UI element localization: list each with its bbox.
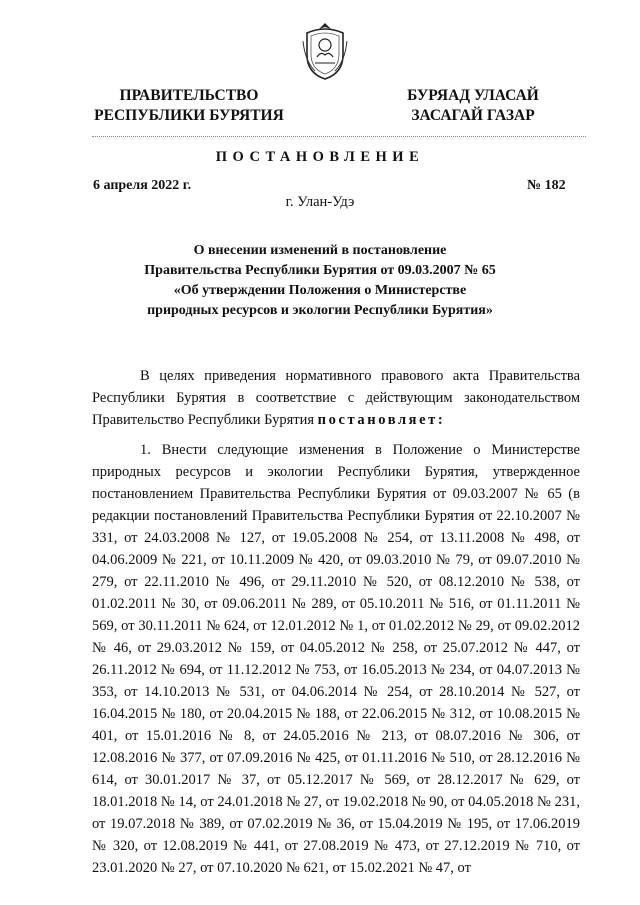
document-subject [100, 241, 540, 321]
issuer-line-2: РЕСПУБЛИКИ БУРЯТИЯ [94, 107, 284, 124]
header-divider [92, 136, 586, 137]
issuer-name-russian [84, 86, 294, 126]
preamble-line: Республики Бурятия в соответствие с действующим законодательством [92, 390, 580, 406]
subject-line: Правительства Республики Бурятия от 09.03.2007 № 65 [144, 263, 496, 278]
preamble-line [92, 409, 580, 431]
document-type-title: ПОСТАНОВЛЕНИЕ [215, 149, 425, 165]
item-1-paragraph: 1. Внести следующие изменения в Положение о Министерстве природных ресурсов и экологии Республики Бурятия, утвержденное постановлением Правительства Республики Бурятия от 09.03.2007 № 65 (в редакции постановлений Правительства Республики Бурятия от 22.10.2007 № 331, от 24.03.2008 № 127, от 19.05.2008 № 254, от 13.11.2008 № 498, от 04.06.2009 № 221, от 10.11.2009 № 420, от 09.03.2010 № 79, от 09.07.2010 № 279, от 22.11.2010 № 496, от 29.11.2010 № 520, от 08.12.2010 № 538, от 01.02.2011 № 30, от 09.06.2011 № 289, от 05.10.2011 № 516, от 01.11.2011 № 569, от 30.11.2011 № 624, от 12.01.2012 № 1, от 01.02.2012 № 29, от 09.02.2012 № 46, от 29.03.2012 № 159, от 04.05.2012 № 258, от 25.07.2012 № 447, от 26.11.2012 № 694, от 11.12.2012 № 753, от 16.05.2013 № 234, от 04.07.2013 № 353, от 14.10.2013 № 531, от 04.06.2014 № 254, от 28.10.2014 № 527, от 16.04.2015 № 180, от 20.04.2015 № 188, от 22.06.2015 № 312, от 10.08.2015 № 401, от 15.01.2016 № 8, от 24.05.2016 № 213, от 08.07.2016 № 306, от 12.08.2016 № 377, от 07.09.2016 № 425, от 01.11.2016 № 510, от 28.12.2016 № 614, от 30.01.2017 № 37, от 05.12.2017 № 569, от 28.12.2017 № 629, от 18.01.2018 № 14, от 24.01.2018 № 27, от 19.02.2018 № 90, от 04.05.2018 № 231, от 19.07.2018 № 389, от 07.02.2019 № 36, от 15.04.2019 № 195, от 17.06.2019 № 320, от 12.08.2019 № 441, от 27.08.2019 № 473, от 27.12.2019 № 710, от 23.01.2020 № 27, от 07.10.2020 № 621, от 15.02.2021 № 47, от [92, 442, 580, 876]
issuer-buryat-line-1: БУРЯАД УЛАСАЙ [407, 87, 539, 104]
preamble-line: В целях приведения нормативного правового акта Правительства [140, 368, 580, 384]
document-city: г. Улан-Удэ [285, 194, 355, 210]
issuer-line-1: ПРАВИТЕЛЬСТВО [119, 87, 259, 104]
preamble-paragraph [92, 365, 580, 431]
subject-line: «Об утверждении Положения о Министерстве [173, 283, 467, 298]
issuer-name-buryat [392, 86, 554, 126]
decree-word: постановляет: [317, 412, 446, 428]
document-date: 6 апреля 2022 г. [93, 178, 192, 193]
preamble-line-text: Правительство Республики Бурятия [92, 412, 318, 428]
document-number: № 182 [527, 178, 566, 193]
subject-line: О внесении изменений в постановление [193, 243, 447, 258]
issuer-buryat-line-2: ЗАСАГАЙ ГАЗАР [411, 107, 535, 124]
coat-of-arms-emblem [301, 21, 349, 81]
subject-line: природных ресурсов и экологии Республики Бурятия» [147, 303, 493, 318]
